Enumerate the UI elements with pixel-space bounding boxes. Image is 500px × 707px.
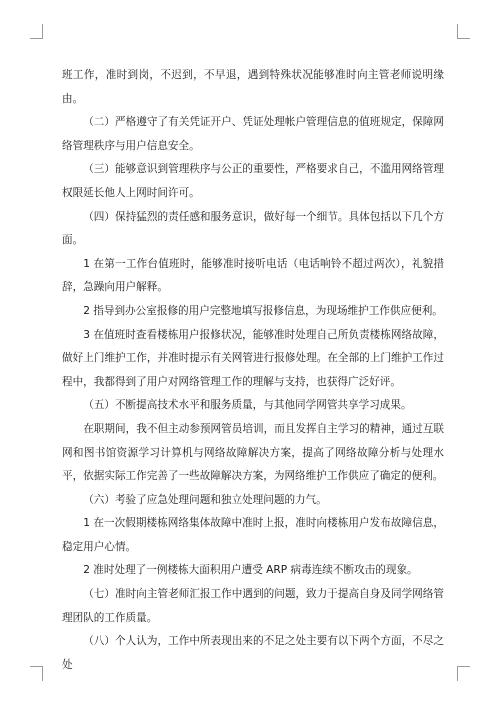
crop-mark-top-left [30,24,43,39]
paragraph-11: 1 在一次假期楼栋网络集体故障中准时上报，准时向楼栋用户发布故障信息，稳定用户心情。 [62,517,444,553]
paragraph-8: （五）不断提高技术水平和服务质量，与其他同学网管共享学习成果。 [83,399,412,412]
paragraph-14: （八）个人认为，工作中所表现出来的不足之处主要有以下两个方面，不尽之处 [62,635,444,671]
paragraph-6: 2 指导到办公室报修的用户完整地填写报修信息，为现场维护工作供应便利。 [83,304,443,317]
paragraph-2: （二）严格遵守了有关凭证开户、凭证处理帐户管理信息的值班规定，保障网络管理秩序与用户信息安全。 [62,116,444,152]
crop-mark-top-right [457,24,470,39]
paragraph-5: 1 在第一工作台值班时，能够准时接听电话（电话响铃不超过两次），礼貌措辞，急躁向用户解释。 [62,257,444,294]
paragraph-3: （三）能够意识到管理秩序与公正的重要性，严格要求自己，不滥用网络管理权限延长他人上网时间许可。 [62,163,444,199]
document-body [62,64,444,677]
crop-mark-bottom-left [30,666,43,681]
paragraph-12: 2 准时处理了一例楼栋大面积用户遭受 ARP 病毒连续不断攻击的现象。 [83,564,418,577]
paragraph-1: 班工作，准时到岗，不迟到，不早退，遇到特殊状况能够准时向主管老师说明缘由。 [62,69,444,105]
paragraph-9: 在职期间，我不但主动参预网管员培训，而且发挥自主学习的精神，通过互联网和图书馆资源学习计算机与网络故障解决方案，提高了网络故障分析与处理水平，依据实际工作完善了一些故障解决方案，为网络维护工作供应了确定的便利。 [62,422,444,483]
paragraph-7: 3 在值班时查看楼栋用户报修状况，能够准时处理自己所负责楼栋网络故障，做好上门维护工作，并准时提示有关网管进行报修处理。在全部的上门维护工作过程中，我都得到了用户对网络管理工作的理解与支持，也获得广泛好评。 [62,328,444,388]
paragraph-4: （四）保持猛烈的责任感和服务意识，做好每一个细节。具体包括以下几个方面。 [62,210,444,247]
paragraph-10: （六）考验了应急处理问题和独立处理问题的力气。 [83,493,327,506]
paragraph-13: （七）准时向主管老师汇报工作中遇到的问题，致力于提高自身及同学网络管理团队的工作质量。 [62,588,444,624]
crop-mark-bottom-right [457,666,470,681]
